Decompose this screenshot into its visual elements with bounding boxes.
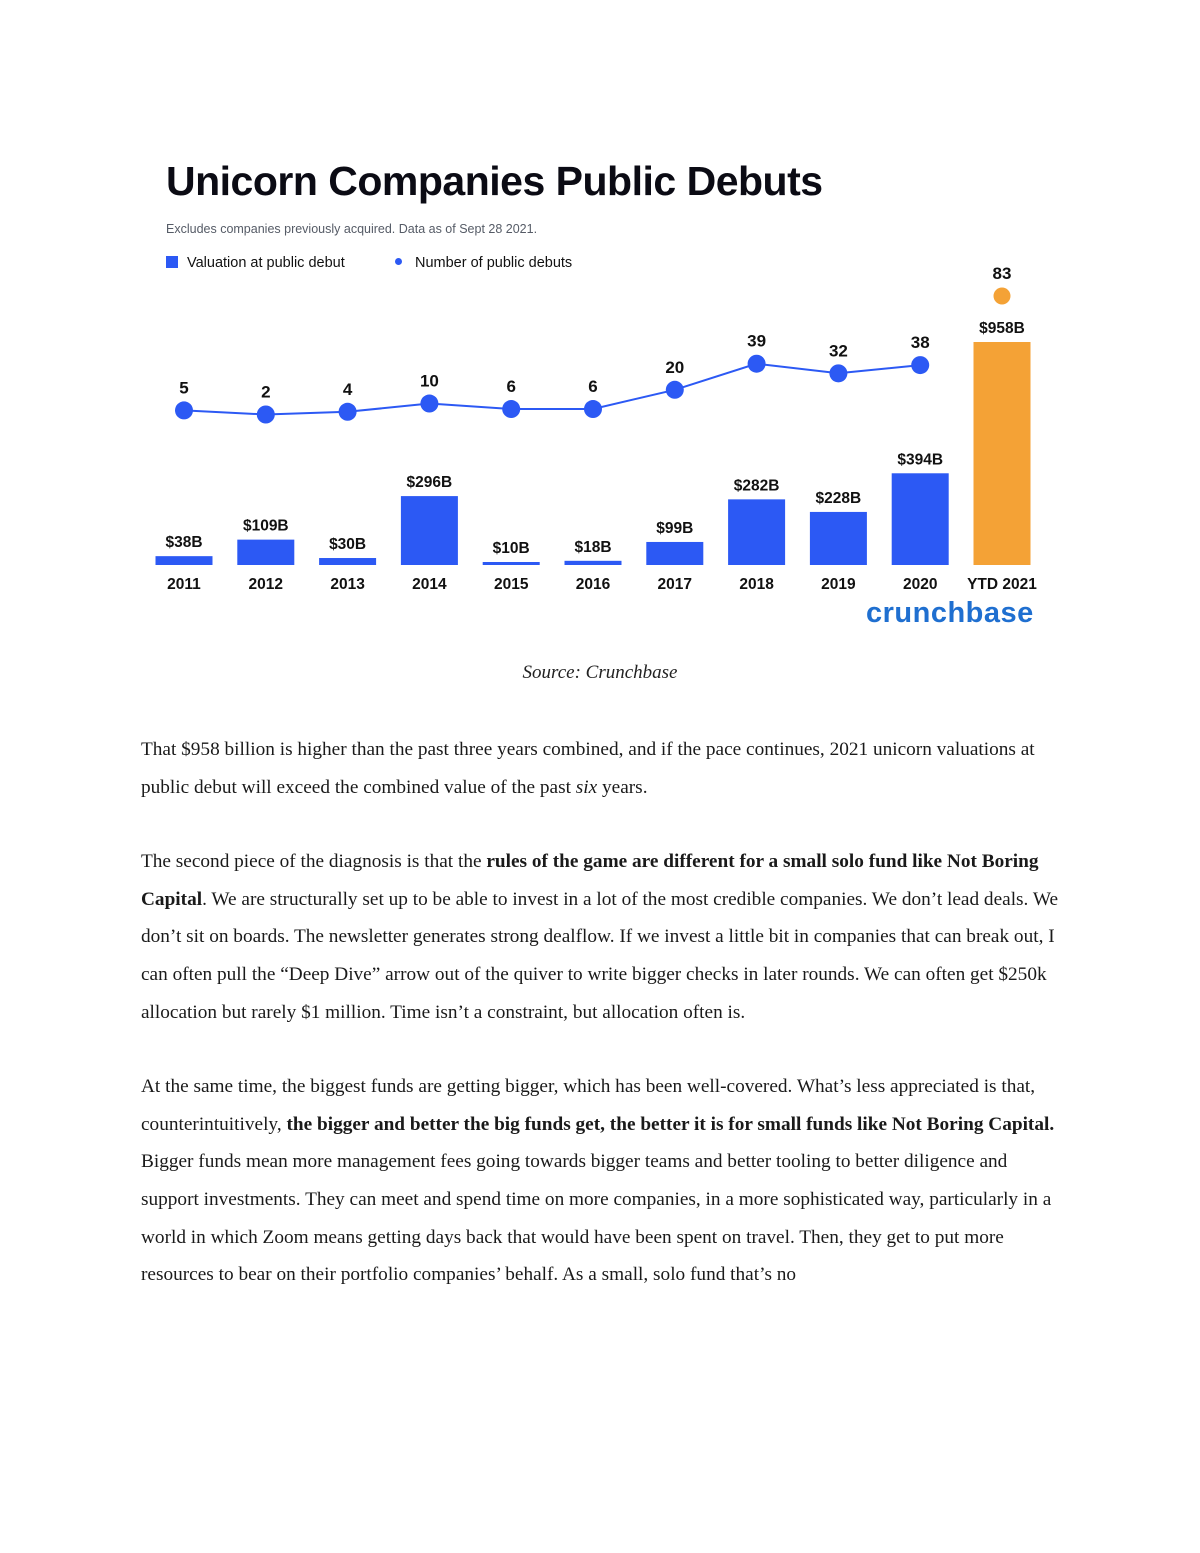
- article-paragraph: [141, 843, 1061, 1031]
- x-tick-label: 2018: [739, 576, 774, 593]
- text-run: The second piece of the diagnosis is that the: [141, 851, 487, 873]
- debuts-value-label: 4: [342, 379, 353, 399]
- legend-label-debuts: Number of public debuts: [415, 255, 573, 271]
- debuts-value-label: 10: [419, 371, 439, 391]
- debuts-value-label: 20: [665, 357, 685, 377]
- bar-value-label: $99B: [656, 519, 694, 537]
- bar-2018: [728, 499, 785, 565]
- chart-title: Unicorn Companies Public Debuts: [166, 158, 823, 204]
- debuts-value-label: 39: [747, 331, 767, 351]
- debuts-point: [748, 355, 766, 373]
- debuts-line: [184, 364, 920, 415]
- bold-text: the bigger and better the big funds get, the better it is for small funds like Not Boring Capital.: [286, 1113, 1055, 1135]
- debuts-point: [339, 403, 357, 421]
- bar-2019: [810, 512, 867, 565]
- bar-value-label: $109B: [242, 517, 289, 535]
- debuts-value-label: 38: [910, 333, 930, 353]
- text-run: years.: [597, 776, 648, 798]
- bar-value-label: $30B: [329, 536, 367, 554]
- debuts-point: [994, 288, 1011, 305]
- chart-subtitle: Excludes companies previously acquired. Data as of Sept 28 2021.: [166, 222, 538, 236]
- x-tick-label: 2011: [167, 576, 201, 593]
- x-tick-label: 2020: [902, 576, 938, 593]
- x-tick-label: 2015: [493, 576, 529, 593]
- debuts-value-label: 32: [828, 341, 848, 361]
- debuts-point: [584, 400, 602, 418]
- x-tick-label: 2016: [575, 576, 611, 593]
- bar-2014: [401, 496, 458, 565]
- article-body: [141, 731, 1061, 1331]
- bar-2016: [565, 561, 622, 565]
- debuts-point: [175, 401, 193, 419]
- debuts-value-label: 2: [261, 382, 271, 402]
- debuts-value-label: 6: [588, 377, 598, 397]
- bar-value-label: $18B: [574, 538, 612, 556]
- x-tick-label: 2013: [330, 576, 365, 593]
- bar-value-label: $10B: [492, 540, 530, 557]
- bar-value-label: $228B: [815, 489, 862, 507]
- article-paragraph: [141, 1068, 1061, 1294]
- bar-2017: [646, 542, 703, 565]
- text-run: . We are structurally set up to be able to invest in a lot of the most credible companies. We don’t lead deals. We don’t sit on boards. The newsletter generates strong dealflow. If we invest a little bit in companies that can break out, I can often pull the “Deep Dive” arrow out of the quiver to write bigger checks in later rounds. We can often get $250k allocation but rarely $1 million. Time isn’t a constraint, but allocation often is.: [141, 888, 1059, 1023]
- debuts-point: [829, 364, 847, 382]
- debuts-point: [420, 395, 438, 413]
- bar-value-label: $296B: [406, 474, 453, 492]
- text-run: That $958 billion is higher than the past three years combined, and if the pace continues, 2021 unicorn valuations at public debut will exceed the combined value of the past: [141, 739, 1035, 798]
- x-tick-label: 2019: [821, 576, 856, 593]
- bar-value-label: $394B: [897, 451, 944, 469]
- figure-caption: Source: Crunchbase: [522, 662, 678, 683]
- debuts-point: [911, 356, 929, 374]
- debuts-value-label: 5: [179, 378, 189, 398]
- bar-2020: [892, 473, 949, 565]
- debuts-value-label: 6: [506, 377, 516, 397]
- italic-text: six: [575, 776, 598, 798]
- x-tick-label: 2017: [657, 576, 693, 593]
- bold-text: rules of the game are different for a small solo fund like Not Boring Capital: [141, 851, 1039, 910]
- bar-2015: [483, 562, 540, 565]
- bar-value-label: $958B: [979, 320, 1025, 337]
- bar-2013: [319, 558, 376, 565]
- debuts-point: [666, 381, 684, 399]
- article-paragraph: [141, 731, 1061, 806]
- legend-label-valuation: Valuation at public debut: [187, 255, 345, 271]
- debuts-value-label: 83: [992, 264, 1012, 283]
- bar-value-label: $38B: [165, 534, 203, 552]
- text-run: Bigger funds mean more management fees going towards bigger teams and better tooling to better diligence and support investments. They can meet and spend time on more companies, in a more sophisticated way, particularly in a world in which Zoom means getting days back that would have been spent on travel. Then, they get to put more resources to bear on their portfolio companies’ behalf. As a small, solo fund that’s no: [141, 1151, 1052, 1286]
- bar-ytd-2021: [974, 342, 1031, 565]
- chart-plot: [0, 0, 1200, 640]
- debuts-point: [502, 400, 520, 418]
- crunchbase-logo: crunchbase: [866, 597, 1034, 629]
- bar-2011: [156, 556, 213, 565]
- bar-value-label: $282B: [733, 477, 780, 495]
- x-tick-label: 2012: [248, 576, 284, 593]
- debuts-point: [257, 406, 275, 424]
- text-run: At the same time, the biggest funds are getting bigger, which has been well-covered. What’s less appreciated is that, counterintuitively,: [141, 1076, 1036, 1135]
- x-tick-label: 2014: [412, 576, 447, 593]
- x-tick-label: YTD 2021: [967, 576, 1037, 593]
- bar-2012: [237, 540, 294, 565]
